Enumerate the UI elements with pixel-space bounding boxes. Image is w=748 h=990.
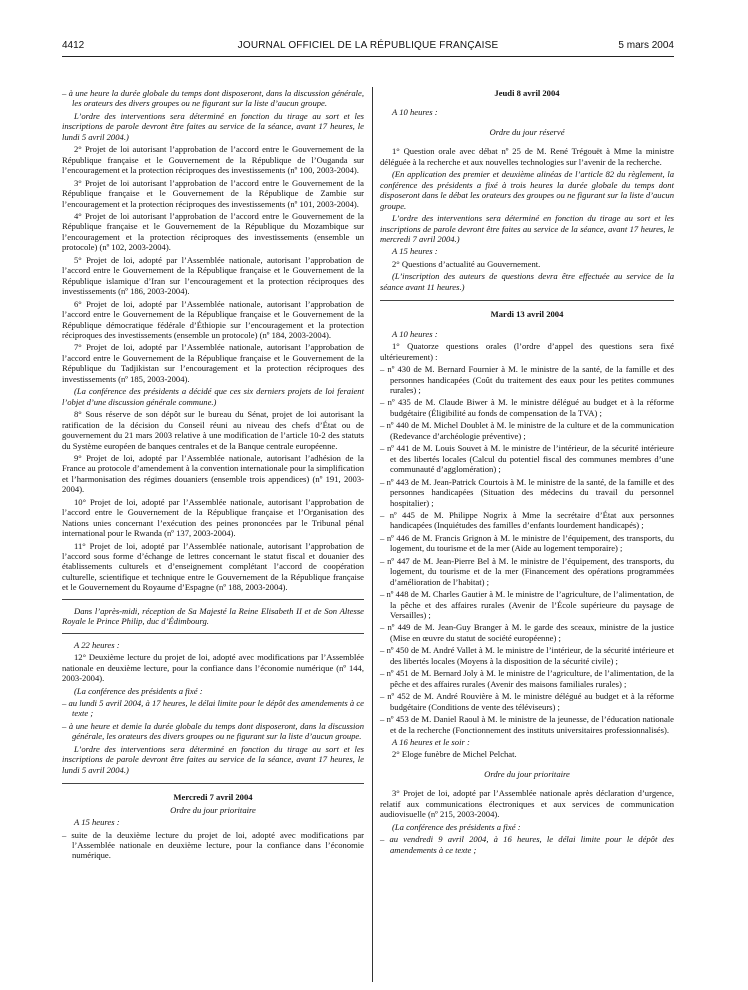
reserved-order-heading: Ordre du jour réservé (489, 126, 565, 137)
deadline-dash: – au vendredi 9 avril 2004, à 16 heures, le délai limite pour le dépôt des amendements à ce texte ; (380, 834, 674, 855)
day-heading: Mercredi 7 avril 2004 (173, 792, 253, 803)
order-note: L’ordre des interventions sera déterminé en fonction du tirage au sort et les inscriptions de parole devront être faites au service de la séance, avant 17 heures, le lundi 5 avril 2004.) (62, 743, 364, 775)
agenda-item: 3° Projet de loi, adopté par l’Assemblée nationale après déclaration d’urgence, relatif aux communications électroniques et aux services de communication audiovisuelle (nº 215, 2003-2004). (380, 788, 674, 820)
question-item: – nº 448 de M. Charles Gautier à M. le ministre de l’agriculture, de l’alimentation, de la pêche et des affaires rurales (Avenir de l’École supérieure du paysage de Versailles) ; (380, 589, 674, 621)
agenda-item: 12° Deuxième lecture du projet de loi, adopté avec modifications par l’Assemblée nationale en deuxième lecture, pour la confiance dans l’économie numérique (nº 144, 2003-2004). (62, 652, 364, 684)
question-item: – nº 440 de M. Michel Doublet à M. le ministre de la culture et de la communication (Redevance d’archéologie préventive) ; (380, 420, 674, 441)
day-heading: Mardi 13 avril 2004 (490, 309, 564, 320)
time-heading: A 22 heures : (74, 639, 120, 650)
agenda-item: 4° Projet de loi autorisant l’approbation de l’accord entre le Gouvernement de la République française et le Gouvernement de la République du Mozambique sur l’encouragement et la protection réciproques des investissements (ensemble un protocole) (nº 102, 2003-2004). (62, 210, 364, 253)
conference-note: (La conférence des présidents a décidé que ces six derniers projets de loi feraient l’objet d’une discussion générale commune.) (62, 386, 364, 407)
issue-date: 5 mars 2004 (618, 40, 674, 51)
day-heading: Jeudi 8 avril 2004 (494, 88, 560, 98)
conference-fixed-note: (La conférence des présidents a fixé : (74, 685, 203, 696)
order-note: L’ordre des interventions sera déterminé en fonction du tirage au sort et les inscriptions de parole devront être faites au service de la séance, avant 17 heures, le lundi 5 avril 2004.) (62, 110, 364, 142)
agenda-item: 7° Projet de loi, adopté par l’Assemblée nationale, autorisant l’approbation de l’accord entre le Gouvernement de la République française et le Gouvernement de la République du Tadjikistan sur l’encouragement et la protection réciproques des investissements (nº 185, 2003-2004). (62, 342, 364, 384)
agenda-item: 8° Sous réserve de son dépôt sur le bureau du Sénat, projet de loi autorisant la ratification de la décision du Conseil réuni au niveau des chefs d’État ou de gouvernement du 21 mars 2003 relative à une modification de l’article 10-2 des statuts du Système européen de banques centrales et de la Banque centrale européenne. (62, 409, 364, 451)
time-heading: A 10 heures : (392, 328, 438, 339)
section-rule (62, 633, 364, 634)
time-allocation-dash: – à une heure et demie la durée globale du temps dont disposeront, dans la discussion générale, les orateurs des divers groupes ou ne figurant sur la liste d’aucun groupe. (62, 720, 364, 742)
question-item: – nº 451 de M. Bernard Joly à M. le ministre de l’agriculture, de l’alimentation, de la pêche et des affaires rurales (Avenir des maisons familiales rurales) ; (380, 668, 674, 689)
question-item: – nº 435 de M. Claude Biwer à M. le ministre délégué au budget et à la réforme budgétaire (Éligibilité au fonds de compensation de la TVA) ; (380, 397, 674, 418)
priority-order-heading: Ordre du jour prioritaire (484, 768, 570, 779)
conference-fixed-note: (La conférence des présidents a fixé : (392, 821, 521, 832)
agenda-item: 2° Eloge funèbre de Michel Pelchat. (392, 749, 517, 760)
left-column (62, 88, 364, 863)
agenda-item: 11° Projet de loi, adopté par l’Assemblée nationale, autorisant l’approbation de l’accord sous forme d’échange de lettres concernant le statut fiscal et douanier des établissements culturels et d’enseignement complétant l’accord de coopération culturelle, scientifique et technique entre le Gouvernement de la République française et le Gouvernement du Royaume d’Espagne (nº 188, 2003-2004). (62, 540, 364, 593)
application-note: (En application des premier et deuxième alinéas de l’article 82 du règlement, la conférence des présidents a fixé à trois heures la durée globale du temps dont disposeront dans le débat les orateurs des groupes ou ne figurant sur la liste d’aucun groupe. (380, 169, 674, 211)
section-rule (380, 300, 674, 301)
page-header (62, 40, 674, 54)
agenda-item: 9° Projet de loi, adopté par l’Assemblée nationale, autorisant l’adhésion de la France au protocole d’amendement à la convention internationale pour la simplification et l’harmonisation des régimes douaniers (ensemble trois appendices) (nº 191, 2003-2004). (62, 452, 364, 495)
time-heading: A 15 heures : (392, 246, 438, 257)
question-item: – nº 447 de M. Jean-Pierre Bel à M. le ministre de l’équipement, des transports, du logement, du tourisme et de la mer (Financement des opérations programmées d’amélioration de l’habitat) ; (380, 555, 674, 587)
question-item: – nº 450 de M. André Vallet à M. le ministre de l’intérieur, de la sécurité intérieure et des libertés locales (Moyens à la disposition de la sécurité civile) ; (380, 645, 674, 666)
question-item: – nº 449 de M. Jean-Guy Branger à M. le garde des sceaux, ministre de la justice (Mise en œuvre du statut de société européenne) ; (380, 622, 674, 643)
header-rule (62, 56, 674, 57)
question-item: – nº 452 de M. André Rouvière à M. le ministre délégué au budget et à la réforme budgétaire (Conditions de vente des téléviseurs) ; (380, 691, 674, 712)
time-heading: A 15 heures : (74, 817, 120, 828)
section-rule (62, 783, 364, 784)
agenda-item: 2° Projet de loi autorisant l’approbation de l’accord entre le Gouvernement de la République française et le Gouvernement de la République de l’Ouganda sur l’encouragement et la protection réciproques des investissements (nº 100, 2003-2004). (62, 144, 364, 176)
page-number: 4412 (62, 40, 85, 51)
column-divider (372, 87, 373, 982)
time-heading: A 16 heures et le soir : (392, 737, 470, 748)
deadline-dash: – au lundi 5 avril 2004, à 17 heures, le délai limite pour le dépôt des amendements à ce texte ; (62, 698, 364, 719)
question-item: – nº 453 de M. Daniel Raoul à M. le ministre de la jeunesse, de l’éducation nationale et de la recherche (Fonctionnement des instituts universitaires professionnalisés). (380, 714, 674, 735)
agenda-item: 10° Projet de loi, adopté par l’Assemblée nationale, autorisant l’approbation de l’accord entre le Gouvernement de la République française et l’Organisation des Nations unies concernant l’exécution des peines prononcées par le Tribunal pénal international pour le Rwanda (nº 137, 2003-2004). (62, 496, 364, 539)
agenda-item: 5° Projet de loi, adopté par l’Assemblée nationale, autorisant l’approbation de l’accord entre le Gouvernement de la République française et le Gouvernement de la République islamique d’Iran sur l’encouragement et la protection réciproques des investissements (nº 186, 2003-2004). (62, 254, 364, 297)
question-item: – nº 430 de M. Bernard Fournier à M. le ministre de la santé, de la famille et des personnes handicapées (Coût du traitement des eaux pour les petites communes rurales) ; (380, 364, 674, 395)
question-item: – nº 441 de M. Louis Souvet à M. le ministre de l’intérieur, de la sécurité intérieure et des libertés locales (Calcul du potentiel fiscal des communes membres d’une communauté d’agglomération) ; (380, 443, 674, 475)
agenda-item: 1° Question orale avec débat nº 25 de M. René Trégouët à Mme la ministre déléguée à la recherche et aux nouvelles technologies sur l’avenir de la recherche. (380, 146, 674, 167)
priority-order-heading: Ordre du jour prioritaire (170, 804, 256, 815)
inscription-note: (L’inscription des auteurs de questions devra être effectuée au service de la séance avant 11 heures.) (380, 271, 674, 292)
time-heading: A 10 heures : (392, 107, 438, 118)
question-item: – nº 443 de M. Jean-Patrick Courtois à M. le ministre de la santé, de la famille et des personnes handicapées (Situation des médecins du travail du personnel hospitalier) ; (380, 476, 674, 508)
afternoon-reception: Dans l’après-midi, réception de Sa Majesté la Reine Elisabeth II et de Son Altesse Royale le Prince Philip, duc d’Édimbourg. (62, 605, 364, 627)
agenda-item: 3° Projet de loi autorisant l’approbation de l’accord entre le Gouvernement de la République française et le Gouvernement de la République de Zambie sur l’encouragement et la protection réciproques des investissements (nº 101, 2003-2004). (62, 177, 364, 209)
order-note: L’ordre des interventions sera déterminé en fonction du tirage au sort et les inscriptions de parole devront être faites au service de la séance, avant 17 heures, le mercredi 7 avril 2004.) (380, 213, 674, 244)
continuation-dash: – suite de la deuxième lecture du projet de loi, adopté avec modifications par l’Assemblée nationale en deuxième lecture, pour la confiance dans l’économie numérique. (62, 829, 364, 861)
question-item: – nº 446 de M. Francis Grignon à M. le ministre de l’équipement, des transports, du logement, du tourisme et de la mer (Aide au logement temporaire) ; (380, 532, 674, 554)
question-item: – nº 445 de M. Philippe Nogrix à Mme la secrétaire d’État aux personnes handicapées (Inquiétudes des familles d’enfants lourdement handicapés) ; (380, 509, 674, 531)
agenda-item: 6° Projet de loi, adopté par l’Assemblée nationale, autorisant l’approbation de l’accord entre le Gouvernement de la République française et le Gouvernement de la République démocratique fédérale d’Éthiopie sur l’encouragement et la protection réciproques des investissements (ensemble un protocole) (nº 184, 2003-2004). (62, 298, 364, 340)
journal-title: JOURNAL OFFICIEL DE LA RÉPUBLIQUE FRANÇAISE (237, 40, 499, 51)
time-allocation-dash: – à une heure la durée globale du temps dont disposeront, dans la discussion générale, les orateurs des divers groupes ou ne figurant sur la liste d’aucun groupe. (62, 88, 364, 109)
right-column (380, 88, 674, 857)
agenda-item: 1° Quatorze questions orales (l’ordre d’appel des questions sera fixé ultérieurement) : (380, 341, 674, 362)
section-rule (62, 599, 364, 600)
agenda-item: 2° Questions d’actualité au Gouvernement. (392, 258, 541, 269)
